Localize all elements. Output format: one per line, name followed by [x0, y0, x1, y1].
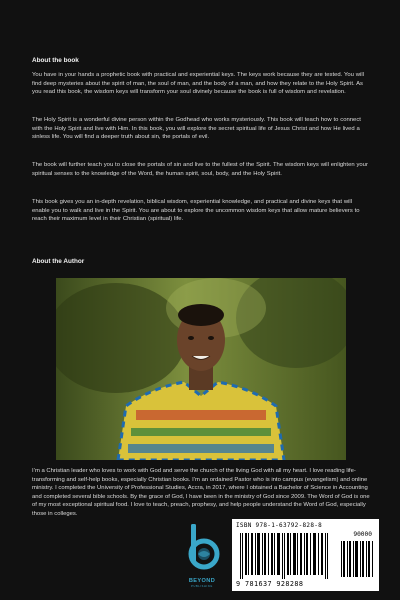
- ean-barcode-bars: [238, 533, 334, 579]
- author-photo: [56, 278, 346, 460]
- ean-number: 9 781637 928288: [236, 580, 304, 588]
- about-author-heading: About the Author: [32, 258, 85, 265]
- about-book-paragraph-1: You have in your hands a prophetic book with practical and experiential keys. The keys work because they are tested. You will find deep mysteries about the spirit of man, the soul of man, and the body of a man, and how they relate to the Holy Spirit. As you read this book, the wisdom keys will transform your soul divinely because the book is full of wisdom and revelation.: [32, 72, 364, 95]
- beyond-publishing-logo-icon: [182, 520, 222, 578]
- about-book-heading: About the book: [32, 57, 79, 64]
- about-book-paragraph-2: The Holy Spirit is a wonderful divine person within the Godhead who works mysteriously. This book will teach how to connect with the Holy Spirit and live with Him. In this book, you will explore the secret spiritual life of Jesus Christ and how He lived a sinless life. You will find a deeper truth about sin, the portals of evil.: [32, 117, 361, 140]
- publisher-tagline: PUBLISHING: [191, 585, 213, 588]
- author-bio: I’m a Christian leader who loves to work with God and serve the church of the living God with all my heart. I love reading life-transforming and self-help books, especially Christian books. I’m an ordained Pastor who is into campus (evangelism) and online ministry. I completed the University of Professional Studies, Accra, in 2017, where I obtained a Bachelor of Science in Accounting and completed several bible schools. By the grace of God, I have been in the ministry of God since 2009. The Word of God is one of my most exceptional spiritual food. I love to teach, preach, prophesy, and help people understand the Word of God, especially those in colleges.: [32, 468, 370, 517]
- price-code: 90000: [353, 531, 372, 538]
- isbn-number: ISBN 978-1-63792-828-8: [236, 522, 323, 529]
- isbn-barcode: [232, 519, 379, 591]
- publisher-logo: [182, 520, 222, 590]
- price-barcode-bars: [340, 541, 374, 577]
- about-book-paragraph-3: The book will further teach you to close the portals of sin and live to the fullest of the Spirit. The wisdom keys will enlighten your spiritual senses to the knowledge of the Word, the human spirit, soul, body, and the Holy Spirit.: [32, 162, 368, 177]
- author-photo-illustration: [56, 278, 346, 460]
- about-book-paragraph-4: This book gives you an in-depth revelation, biblical wisdom, experiential knowledge, and practical and divine keys that will enable you to walk and live in the Spirit. You are about to explore the uncommon wisdom keys that allow mature believers to reach their maximum level in their Christian (spiritual) life.: [32, 199, 360, 222]
- publisher-name: BEYOND: [188, 578, 216, 584]
